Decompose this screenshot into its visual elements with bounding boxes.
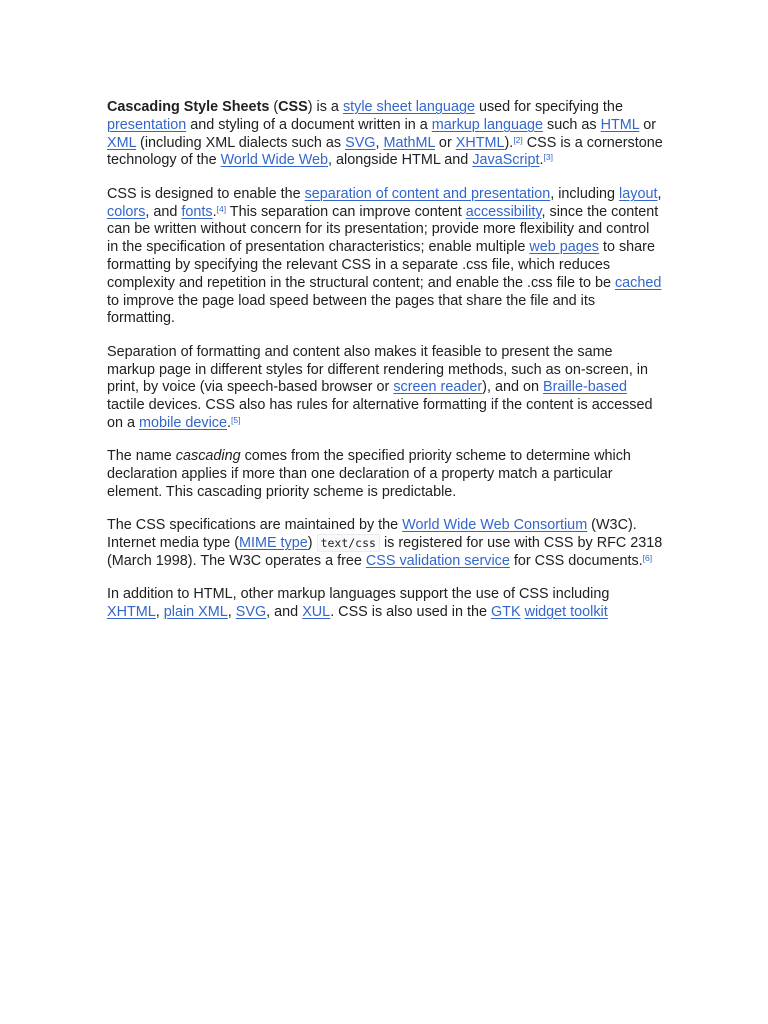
text: (including XML dialects such as <box>136 134 346 151</box>
link-css-validation-service[interactable]: CSS validation service <box>365 552 510 569</box>
text: , <box>227 604 236 621</box>
reference-link[interactable]: [2] <box>513 134 523 145</box>
reference-2[interactable] <box>513 135 522 145</box>
link-mime-type[interactable]: MIME type <box>238 535 308 552</box>
reference-6[interactable] <box>643 553 652 563</box>
text: and styling of a document written in a <box>186 116 432 133</box>
text: . <box>539 152 544 169</box>
text: ) <box>307 535 317 552</box>
link-separation-of-content[interactable]: separation of content and presentation <box>304 185 551 202</box>
link-web-pages[interactable]: web pages <box>529 239 599 256</box>
link-style-sheet-language[interactable]: style sheet language <box>342 99 475 115</box>
text: , including <box>550 185 620 202</box>
text: . CSS is also used in the <box>330 604 491 621</box>
term-title: Cascading Style Sheets <box>107 99 270 115</box>
text: Separation of formatting and content also makes it feasible to present the same markup page in different styles for different rendering methods, such as on-screen, in print, by voice (via speech-based browser or <box>107 343 649 396</box>
link-svg-2[interactable]: SVG <box>235 604 267 621</box>
text: , <box>155 604 164 621</box>
text: . <box>212 203 217 220</box>
text: , and <box>266 604 303 621</box>
reference-link[interactable]: [5] <box>231 414 241 425</box>
link-w3c[interactable]: World Wide Web Consortium <box>402 517 588 534</box>
text: , alongside HTML and <box>328 152 473 169</box>
text: ), and on <box>482 379 543 396</box>
text: comes from the specified priority scheme to determine which declaration applies if more than one declaration of a property match a particular element. This cascading priority scheme is predictable. <box>107 448 631 500</box>
text: This separation can improve content <box>226 203 466 220</box>
text: , since the content can be written without concern for its presentation; provide more flexibility and control in the specification of presentation characteristics; enable multiple <box>107 203 659 256</box>
reference-4[interactable] <box>217 204 226 214</box>
text: In addition to HTML, other markup languages support the use of CSS including <box>107 586 610 603</box>
reference-link[interactable]: [3] <box>543 152 553 163</box>
text: ). <box>504 134 514 151</box>
link-xhtml[interactable]: XHTML <box>455 134 505 151</box>
reference-link[interactable]: [6] <box>642 552 653 563</box>
link-layout[interactable]: layout <box>619 185 658 202</box>
reference-3[interactable] <box>544 152 553 162</box>
link-mathml[interactable]: MathML <box>383 134 435 151</box>
link-javascript[interactable]: JavaScript <box>472 152 540 169</box>
reference-5[interactable] <box>231 415 240 425</box>
text: ) is a <box>307 99 343 115</box>
text: such as <box>543 116 601 133</box>
link-mobile-device[interactable]: mobile device <box>139 414 228 431</box>
paragraph-intro <box>107 99 663 170</box>
link-accessibility[interactable]: accessibility <box>465 203 542 220</box>
link-html[interactable]: HTML <box>600 116 640 133</box>
text: used for specifying the <box>474 99 623 115</box>
text: , <box>657 185 662 202</box>
text: The CSS specifications are maintained by the <box>107 517 403 534</box>
text: tactile devices. CSS also has rules for alternative formatting if the content is accessed on a <box>107 397 653 431</box>
paragraph-separation <box>107 344 663 433</box>
link-xml[interactable]: XML <box>107 134 137 151</box>
link-presentation[interactable]: presentation <box>107 116 187 133</box>
text: or <box>434 134 456 151</box>
text: , <box>375 134 384 151</box>
paragraph-design <box>107 186 663 328</box>
paragraph-other-languages <box>107 586 663 622</box>
text: to share formatting by specifying the relevant CSS in a separate .css file, which reduces complexity and repetition in the structural content; and enable the .css file to be <box>107 239 655 291</box>
link-plain-xml[interactable]: plain XML <box>163 604 228 621</box>
text: for CSS documents. <box>509 552 643 569</box>
text: is registered for use with CSS by RFC 2318 (March 1998). The W3C operates a free <box>107 535 663 569</box>
reference-link[interactable]: [4] <box>216 203 227 214</box>
link-screen-reader[interactable]: screen reader <box>393 379 483 396</box>
text: CSS is designed to enable the <box>107 185 305 202</box>
link-gtk[interactable]: GTK <box>490 604 521 621</box>
text: to improve the page load speed between the pages that share the file and its formatting. <box>107 292 596 327</box>
link-xul[interactable]: XUL <box>302 604 331 621</box>
link-colors[interactable]: colors <box>107 203 146 220</box>
code-text-css: text/css <box>317 534 380 552</box>
text: or <box>639 116 657 133</box>
link-svg[interactable]: SVG <box>345 134 376 151</box>
term-abbr: CSS <box>278 99 308 115</box>
text: , and <box>145 203 182 220</box>
text: ( <box>269 99 279 115</box>
link-fonts[interactable]: fonts <box>181 203 213 220</box>
text: . <box>227 414 232 431</box>
text: The name <box>107 448 176 465</box>
term-cascading: cascading <box>175 448 241 465</box>
text: CSS is a cornerstone technology of the <box>107 134 663 169</box>
link-braille-based[interactable]: Braille-based <box>542 379 627 396</box>
paragraph-specifications <box>107 517 663 570</box>
link-xhtml-2[interactable]: XHTML <box>107 604 156 621</box>
link-widget-toolkit[interactable]: widget toolkit <box>524 604 608 621</box>
link-cached[interactable]: cached <box>614 274 662 291</box>
link-markup-language[interactable]: markup language <box>431 116 544 133</box>
article-body <box>107 99 663 637</box>
link-world-wide-web[interactable]: World Wide Web <box>220 152 329 169</box>
text: (W3C). Internet media type ( <box>107 517 637 552</box>
paragraph-cascading <box>107 448 663 501</box>
